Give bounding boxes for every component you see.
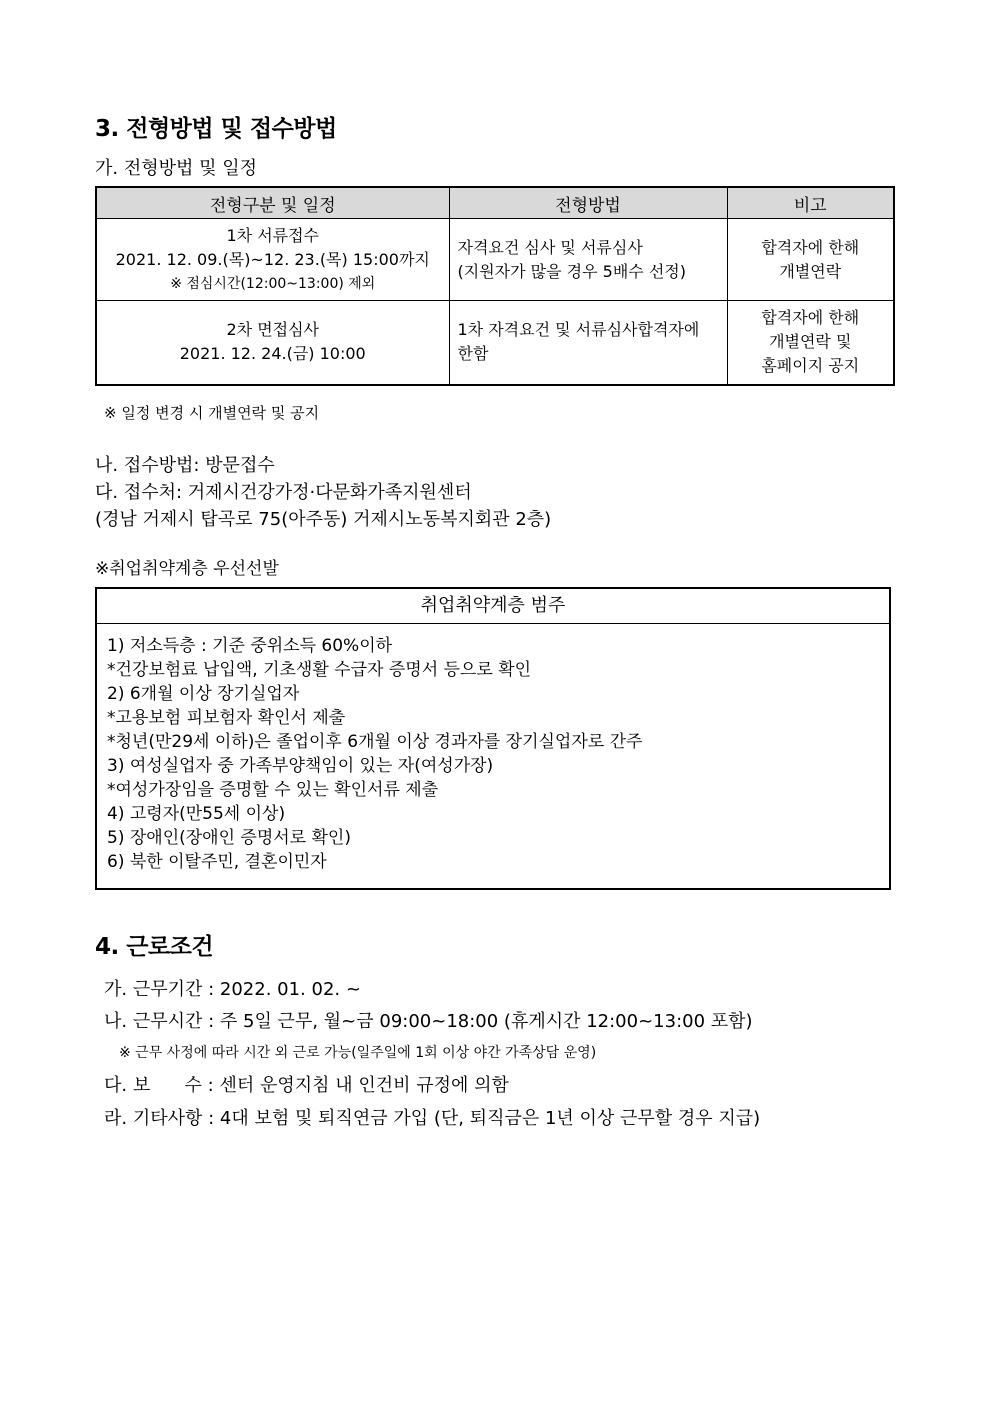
priority-box	[95, 587, 891, 890]
list-item: 3) 여성실업자 중 가족부양책임이 있는 자(여성가장)	[107, 756, 494, 776]
note-line: 합격자에 한해	[761, 308, 860, 328]
table-cell-method	[449, 219, 727, 301]
table-header-method: 전형방법	[449, 187, 727, 219]
table-cell-schedule	[96, 219, 449, 301]
note-line: 홈페이지 공지	[761, 356, 860, 376]
table-header-schedule: 전형구분 및 일정	[96, 187, 449, 219]
other-terms: 라. 기타사항 : 4대 보험 및 퇴직연금 가입 (단, 퇴직금은 1년 이상 근무할 경우 지급)	[104, 1108, 761, 1129]
list-item: *건강보험료 납입액, 기초생활 수급자 증명서 등으로 확인	[107, 660, 532, 680]
schedule-line: 1차 서류접수	[226, 225, 320, 245]
table-cell-method	[449, 301, 727, 385]
reception-place: 다. 접수처: 거제시건강가정·다문화가족지원센터	[95, 482, 472, 503]
method-line: (지원자가 많을 경우 5배수 선정)	[457, 261, 686, 281]
schedule-table	[95, 186, 895, 386]
table-row	[96, 219, 894, 301]
schedule-line: 2차 면접심사	[226, 320, 320, 340]
list-item: *여성가장임을 증명할 수 있는 확인서류 제출	[107, 780, 439, 800]
schedule-line: 2021. 12. 09.(목)~12. 23.(목) 15:00까지	[115, 249, 430, 269]
note-line: 합격자에 한해	[761, 237, 860, 257]
list-item: 6) 북한 이탈주민, 결혼이민자	[107, 852, 327, 872]
section3-subtitle-a: 가. 전형방법 및 일정	[95, 158, 257, 179]
table-header-note: 비고	[727, 187, 894, 219]
method-line: 자격요건 심사 및 서류심사	[457, 237, 643, 257]
reception-address: (경남 거제시 탑곡로 75(아주동) 거제시노동복지회관 2층)	[95, 509, 552, 530]
priority-title: ※취업취약계층 우선선발	[95, 559, 279, 579]
method-line: 한함	[457, 344, 489, 364]
reception-method: 나. 접수방법: 방문접수	[95, 455, 275, 476]
method-line: 1차 자격요건 및 서류심사합격자에	[457, 320, 700, 340]
table-cell-note	[727, 301, 894, 385]
schedule-table-header-row	[96, 187, 894, 219]
table-note: ※ 일정 변경 시 개별연락 및 공지	[104, 404, 320, 422]
list-item: *청년(만29세 이하)은 졸업이후 6개월 이상 경과자를 장기실업자로 간주	[107, 732, 643, 752]
priority-box-header: 취업취약계층 범주	[97, 589, 889, 624]
list-item: 4) 고령자(만55세 이상)	[107, 804, 286, 824]
list-item: 2) 6개월 이상 장기실업자	[107, 684, 300, 704]
schedule-line: ※ 점심시간(12:00~13:00) 제외	[170, 275, 376, 292]
note-line: 개별연락	[779, 261, 842, 281]
table-cell-note	[727, 219, 894, 301]
section3-title: 3. 전형방법 및 접수방법	[95, 116, 337, 142]
priority-list	[97, 624, 889, 874]
table-cell-schedule	[96, 301, 449, 385]
pay: 다. 보 수 : 센터 운영지침 내 인건비 규정에 의함	[104, 1075, 509, 1096]
note-line: 개별연락 및	[769, 332, 852, 352]
table-row	[96, 301, 894, 385]
work-hours-note: ※ 근무 사정에 따라 시간 외 근로 가능(일주일에 1회 이상 야간 가족상담 운영)	[119, 1045, 597, 1061]
list-item: 1) 저소득층 : 기준 중위소득 60%이하	[107, 636, 393, 656]
schedule-line: 2021. 12. 24.(금) 10:00	[179, 344, 366, 364]
list-item: *고용보험 피보험자 확인서 제출	[107, 708, 346, 728]
section4-title: 4. 근로조건	[95, 934, 214, 960]
work-period: 가. 근무기간 : 2022. 01. 02. ~	[104, 979, 361, 1000]
work-hours: 나. 근무시간 : 주 5일 근무, 월~금 09:00~18:00 (휴게시간 12:00~13:00 포함)	[104, 1011, 753, 1032]
list-item: 5) 장애인(장애인 증명서로 확인)	[107, 828, 351, 848]
